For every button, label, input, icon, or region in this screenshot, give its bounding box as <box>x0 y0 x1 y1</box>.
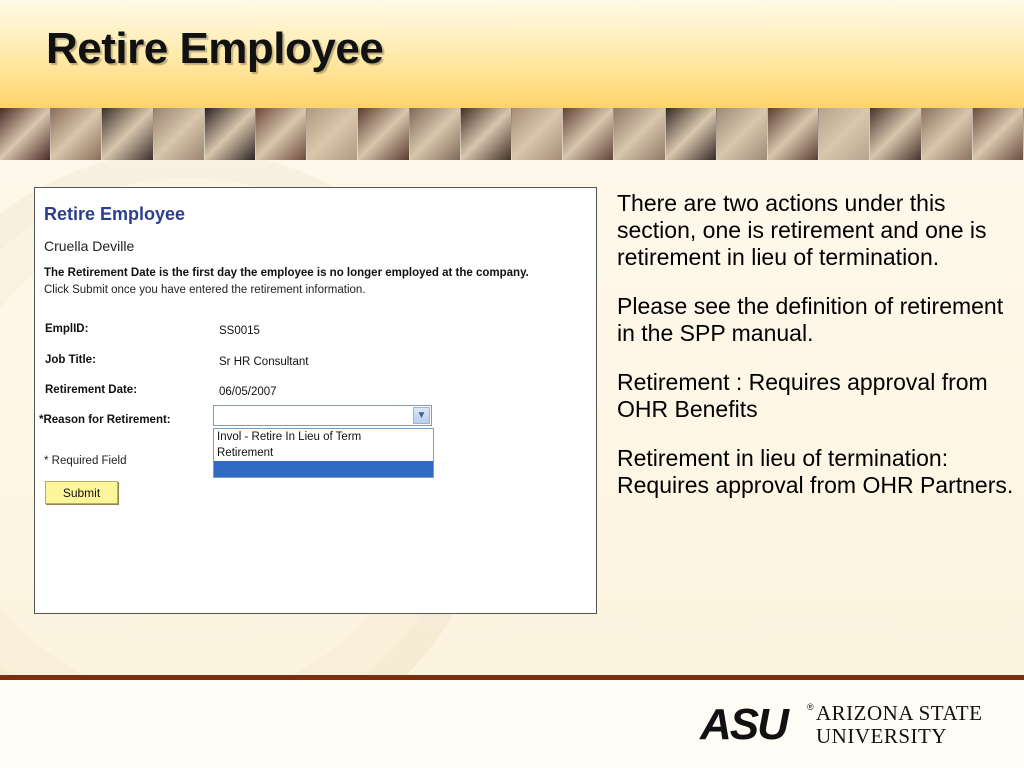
photo-tile <box>870 108 921 160</box>
reason-label: *Reason for Retirement: <box>39 414 171 426</box>
note-definition: Please see the definition of retirement in the SPP manual. <box>617 293 1004 346</box>
photo-tile <box>666 108 717 160</box>
submit-button[interactable]: Submit <box>45 481 118 504</box>
photo-tile <box>461 108 512 160</box>
photo-tile <box>563 108 614 160</box>
photo-tile <box>0 108 51 160</box>
note-actions: There are two actions under this section, one is retirement and one is retirement in lieu of termination. <box>617 190 987 270</box>
photo-tile <box>256 108 307 160</box>
emplid-label: EmplID: <box>45 323 89 335</box>
reason-dropdown-list[interactable] <box>213 428 434 478</box>
retirement-date-label: Retirement Date: <box>45 384 138 396</box>
photo-tile <box>614 108 665 160</box>
photo-tile <box>717 108 768 160</box>
photo-tile <box>358 108 409 160</box>
slide-header <box>0 0 1024 108</box>
photo-tile <box>410 108 461 160</box>
photo-tile <box>922 108 973 160</box>
emplid-value: SS0015 <box>219 325 260 337</box>
instruction-bold: The Retirement Date is the first day the employee is no longer employed at the company. <box>44 267 529 279</box>
retirement-date-value: 06/05/2007 <box>219 386 277 398</box>
reason-option-blank-selected[interactable] <box>214 461 433 477</box>
photo-tile <box>307 108 358 160</box>
notes-panel <box>617 190 1017 521</box>
photo-tile <box>819 108 870 160</box>
reason-option-retirement[interactable]: Retirement <box>217 447 274 459</box>
note-lieu-approval: Retirement in lieu of termination: Requires approval from OHR Partners. <box>617 445 1014 498</box>
required-field-note: * Required Field <box>44 455 127 467</box>
asu-logo-line1: ARIZONA STATE <box>816 701 983 725</box>
photo-tile <box>512 108 563 160</box>
reason-select[interactable] <box>213 405 432 426</box>
photo-tile <box>768 108 819 160</box>
photo-tile <box>154 108 205 160</box>
note-retirement-approval: Retirement : Requires approval from OHR Benefits <box>617 369 988 422</box>
photo-tile <box>102 108 153 160</box>
asu-logo-line2: UNIVERSITY <box>816 724 947 748</box>
employee-name: Cruella Deville <box>44 238 135 254</box>
reason-option-invol[interactable]: Invol - Retire In Lieu of Term <box>217 431 362 443</box>
photo-strip <box>0 108 1024 160</box>
app-screenshot-panel <box>34 187 597 614</box>
photo-tile <box>973 108 1024 160</box>
slide-title: Retire Employee <box>46 24 384 73</box>
job-title-value: Sr HR Consultant <box>219 356 309 368</box>
photo-tile <box>51 108 102 160</box>
photo-tile <box>205 108 256 160</box>
asu-logo-mark: ASU <box>700 700 787 749</box>
instruction-text: Click Submit once you have entered the retirement information. <box>44 284 366 296</box>
registered-mark-icon: ® <box>807 702 814 712</box>
app-page-title: Retire Employee <box>44 204 186 224</box>
chevron-down-icon[interactable]: ▼ <box>413 407 430 424</box>
job-title-label: Job Title: <box>45 354 96 366</box>
